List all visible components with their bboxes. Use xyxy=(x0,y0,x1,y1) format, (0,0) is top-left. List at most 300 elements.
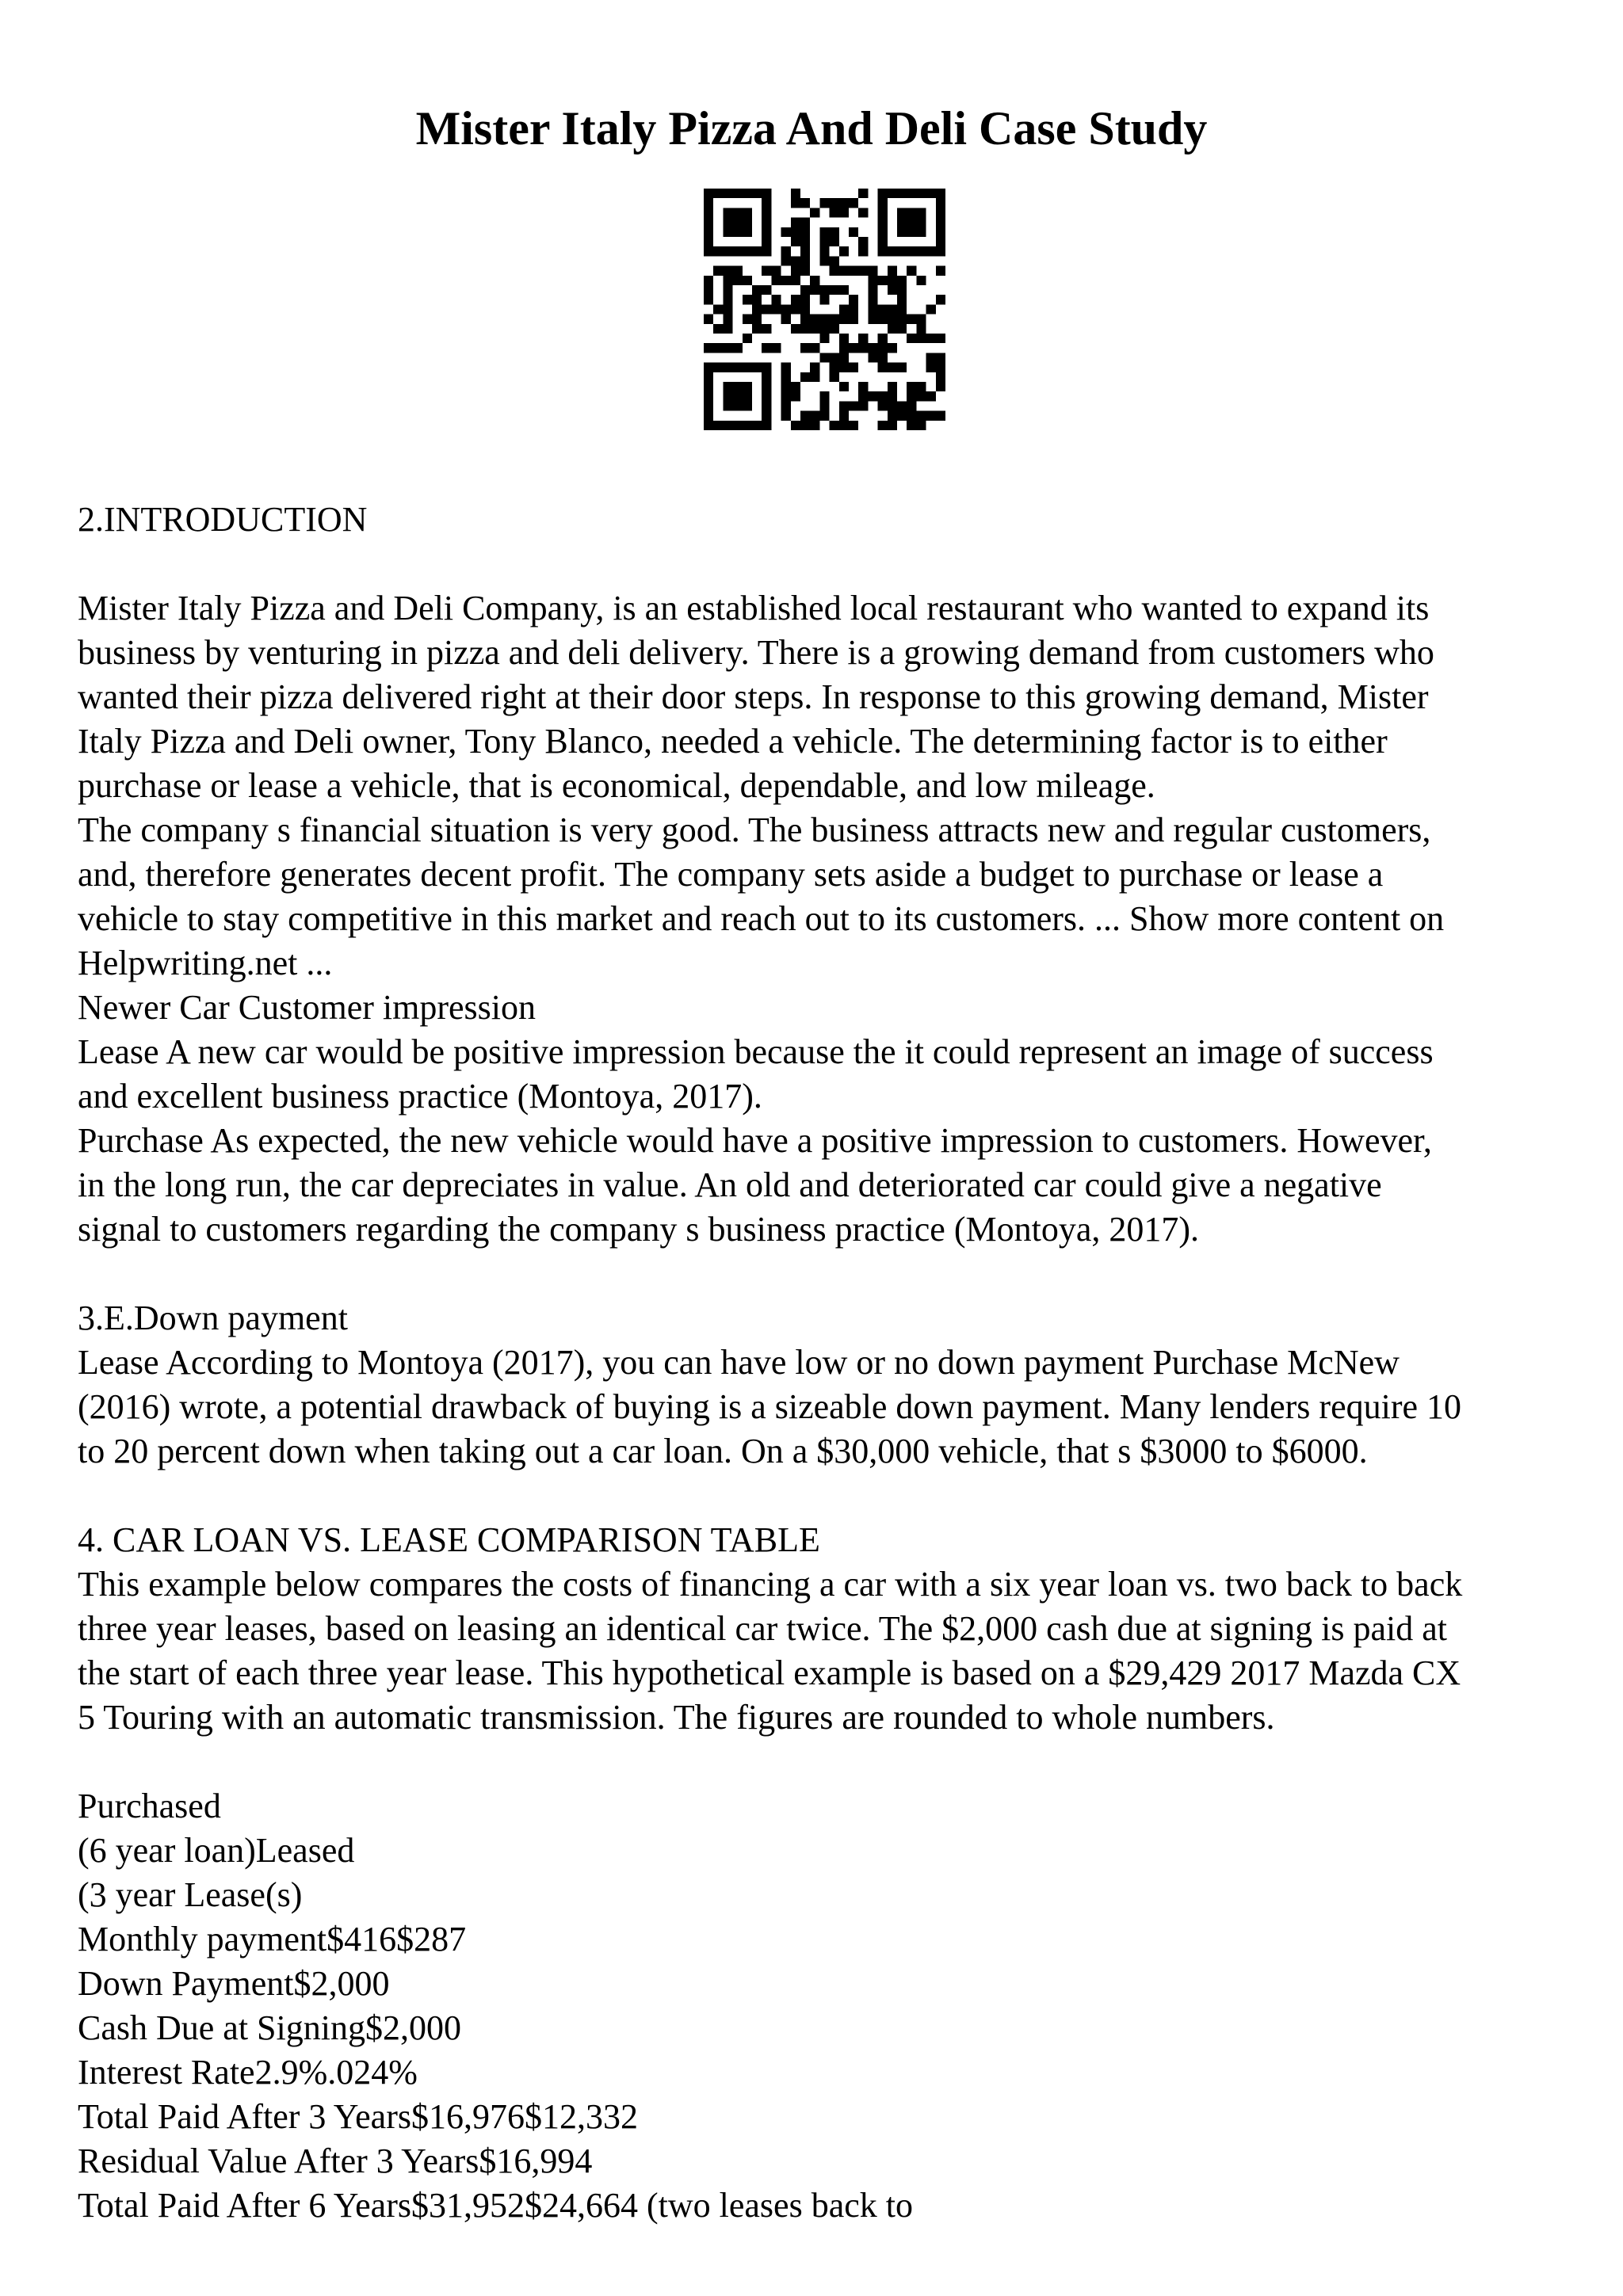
qr-module xyxy=(839,315,849,324)
qr-module xyxy=(791,382,800,391)
qr-module xyxy=(907,208,916,217)
qr-module xyxy=(888,421,897,430)
qr-module xyxy=(936,372,945,382)
qr-module xyxy=(897,246,907,256)
qr-module xyxy=(800,218,810,227)
qr-module xyxy=(800,324,810,334)
qr-module xyxy=(713,343,723,353)
qr-module xyxy=(791,189,800,198)
qr-module xyxy=(936,334,945,343)
qr-module xyxy=(839,343,849,353)
qr-module xyxy=(926,304,936,314)
qr-module xyxy=(878,218,888,227)
qr-module xyxy=(743,227,752,237)
qr-module xyxy=(858,382,868,391)
qr-module xyxy=(849,198,858,208)
qr-module xyxy=(839,334,849,343)
text-line: wanted their pizza delivered right at their door steps. In response to this growing demand, Mister xyxy=(78,677,1429,716)
qr-module xyxy=(791,256,800,265)
qr-module xyxy=(733,189,743,198)
qr-module xyxy=(791,295,800,304)
qr-module xyxy=(781,363,791,372)
qr-module xyxy=(762,411,771,421)
qr-module xyxy=(800,421,810,430)
qr-module xyxy=(791,304,800,314)
qr-module xyxy=(878,237,888,246)
qr-module xyxy=(800,256,810,265)
qr-module xyxy=(743,382,752,391)
qr-module xyxy=(878,334,888,343)
qr-module xyxy=(771,266,781,276)
qr-module xyxy=(723,189,732,198)
qr-module xyxy=(878,353,888,362)
qr-module xyxy=(907,334,916,343)
qr-module xyxy=(791,227,800,237)
qr-module xyxy=(907,391,916,401)
qr-module xyxy=(839,208,849,217)
qr-module xyxy=(916,189,926,198)
text-line: to 20 percent down when taking out a car loan. On a $30,000 vehicle, that s $3000 to $6000. xyxy=(78,1432,1368,1470)
qr-module xyxy=(762,189,771,198)
qr-module xyxy=(810,276,819,285)
qr-module xyxy=(762,421,771,430)
qr-module xyxy=(839,285,849,295)
qr-module xyxy=(849,295,858,304)
text-line: Residual Value After 3 Years$16,994 xyxy=(78,2142,593,2180)
qr-module xyxy=(791,266,800,276)
qr-module xyxy=(752,285,762,295)
qr-module xyxy=(858,334,868,343)
qr-module xyxy=(888,401,897,410)
qr-module xyxy=(781,401,791,410)
qr-module xyxy=(888,246,897,256)
qr-module xyxy=(743,276,752,285)
qr-module xyxy=(839,246,849,256)
qr-module xyxy=(819,295,829,304)
qr-module xyxy=(791,421,800,430)
qr-module xyxy=(907,382,916,391)
qr-module xyxy=(723,304,732,314)
qr-module xyxy=(878,276,888,285)
qr-module xyxy=(723,285,732,295)
qr-module xyxy=(907,227,916,237)
qr-module xyxy=(781,372,791,382)
qr-module xyxy=(819,334,829,343)
qr-module xyxy=(704,363,713,372)
qr-module xyxy=(907,218,916,227)
qr-module xyxy=(810,343,819,353)
qr-module xyxy=(907,246,916,256)
qr-module xyxy=(888,315,897,324)
qr-module xyxy=(936,208,945,217)
text-line: and excellent business practice (Montoya, 2017). xyxy=(78,1077,762,1116)
qr-module xyxy=(830,421,839,430)
qr-module xyxy=(771,295,781,304)
text-line: the start of each three year lease. This hypothetical example is based on a $29,429 2017 Mazda CX xyxy=(78,1653,1461,1692)
qr-module xyxy=(839,421,849,430)
qr-module xyxy=(849,227,858,237)
qr-module xyxy=(723,246,732,256)
qr-module xyxy=(762,246,771,256)
qr-module xyxy=(762,227,771,237)
qr-module xyxy=(830,363,839,372)
qr-module xyxy=(868,315,877,324)
qr-module xyxy=(704,421,713,430)
qr-module xyxy=(781,304,791,314)
qr-module xyxy=(752,324,762,334)
text-line: Italy Pizza and Deli owner, Tony Blanco, needed a vehicle. The determining factor is to either xyxy=(78,722,1388,761)
qr-module xyxy=(897,218,907,227)
qr-module xyxy=(878,391,888,401)
qr-module xyxy=(781,227,791,237)
qr-module xyxy=(762,285,771,295)
qr-module xyxy=(936,382,945,391)
qr-module xyxy=(868,276,877,285)
qr-module xyxy=(752,304,762,314)
qr-module xyxy=(752,189,762,198)
qr-module xyxy=(926,189,936,198)
qr-module xyxy=(888,266,897,276)
qr-module xyxy=(743,246,752,256)
qr-module xyxy=(907,189,916,198)
qr-module xyxy=(868,266,877,276)
qr-module xyxy=(762,343,771,353)
qr-module xyxy=(781,276,791,285)
text-line: purchase or lease a vehicle, that is economical, dependable, and low mileage. xyxy=(78,766,1155,805)
qr-module xyxy=(810,411,819,421)
qr-module xyxy=(800,315,810,324)
qr-module xyxy=(936,189,945,198)
qr-module xyxy=(830,237,839,246)
qr-module xyxy=(723,208,732,217)
qr-module xyxy=(723,227,732,237)
qr-module xyxy=(781,315,791,324)
qr-module xyxy=(762,304,771,314)
text-line: in the long run, the car depreciates in value. An old and deteriorated car could give a negative xyxy=(78,1165,1382,1204)
qr-module xyxy=(800,266,810,276)
qr-module xyxy=(897,304,907,314)
qr-module xyxy=(907,315,916,324)
qr-module xyxy=(733,208,743,217)
text-line: 2.INTRODUCTION xyxy=(78,500,368,539)
qr-module xyxy=(819,401,829,410)
qr-module xyxy=(926,246,936,256)
qr-module xyxy=(907,421,916,430)
qr-module xyxy=(762,208,771,217)
qr-module xyxy=(713,304,723,314)
qr-module xyxy=(800,304,810,314)
qr-module xyxy=(878,304,888,314)
qr-module xyxy=(743,208,752,217)
qr-module xyxy=(888,304,897,314)
qr-module xyxy=(858,208,868,217)
qr-module xyxy=(878,315,888,324)
qr-module xyxy=(781,256,791,265)
qr-module xyxy=(897,315,907,324)
qr-module xyxy=(858,391,868,401)
qr-module xyxy=(888,276,897,285)
qr-module xyxy=(839,198,849,208)
qr-module xyxy=(839,382,849,391)
qr-module xyxy=(839,401,849,410)
qr-module xyxy=(781,391,791,401)
qr-module xyxy=(878,421,888,430)
qr-module xyxy=(878,343,888,353)
qr-module xyxy=(704,411,713,421)
qr-module xyxy=(878,198,888,208)
qr-module xyxy=(849,266,858,276)
text-line: Newer Car Customer impression xyxy=(78,988,536,1027)
qr-module xyxy=(704,343,713,353)
text-line: This example below compares the costs of financing a car with a six year loan vs. two back to back xyxy=(78,1565,1463,1604)
paragraph-gap xyxy=(78,542,1568,586)
qr-module xyxy=(819,237,829,246)
qr-module xyxy=(858,189,868,198)
qr-module xyxy=(733,227,743,237)
qr-module xyxy=(839,353,849,362)
qr-module xyxy=(810,372,819,382)
qr-module xyxy=(916,227,926,237)
qr-module xyxy=(810,363,819,372)
qr-module xyxy=(752,363,762,372)
qr-module xyxy=(907,411,916,421)
qr-module xyxy=(916,421,926,430)
qr-module xyxy=(704,276,713,285)
qr-module xyxy=(916,411,926,421)
text-line: Purchased xyxy=(78,1787,221,1825)
qr-module xyxy=(743,391,752,401)
qr-module xyxy=(723,295,732,304)
text-line: Lease According to Montoya (2017), you can have low or no down payment Purchase McNew xyxy=(78,1343,1400,1382)
qr-module xyxy=(897,411,907,421)
qr-module xyxy=(743,421,752,430)
qr-module xyxy=(849,343,858,353)
qr-module xyxy=(733,246,743,256)
qr-module xyxy=(723,266,732,276)
qr-module xyxy=(936,266,945,276)
text-line: (2016) wrote, a potential drawback of buying is a sizeable down payment. Many lenders require 10 xyxy=(78,1387,1462,1426)
qr-module xyxy=(839,411,849,421)
qr-module xyxy=(830,285,839,295)
text-line: 4. CAR LOAN VS. LEASE COMPARISON TABLE xyxy=(78,1520,820,1559)
qr-module xyxy=(916,324,926,334)
qr-module xyxy=(704,382,713,391)
qr-module xyxy=(936,227,945,237)
text-line: Lease A new car would be positive impression because the it could represent an image of success xyxy=(78,1032,1434,1071)
qr-module xyxy=(704,198,713,208)
qr-module xyxy=(897,324,907,334)
qr-module xyxy=(704,246,713,256)
qr-module xyxy=(858,401,868,410)
qr-module xyxy=(762,237,771,246)
qr-module xyxy=(878,363,888,372)
qr-module xyxy=(868,391,877,401)
qr-module xyxy=(743,315,752,324)
qr-module xyxy=(916,208,926,217)
qr-module xyxy=(819,411,829,421)
qr-module xyxy=(888,363,897,372)
qr-module xyxy=(723,401,732,410)
qr-module xyxy=(743,295,752,304)
qr-module xyxy=(704,372,713,382)
qr-module xyxy=(713,421,723,430)
qr-module xyxy=(819,246,829,256)
qr-module xyxy=(819,256,829,265)
qr-module xyxy=(762,391,771,401)
qr-module xyxy=(897,208,907,217)
qr-module xyxy=(781,382,791,391)
qr-module xyxy=(888,391,897,401)
qr-module xyxy=(830,227,839,237)
qr-module xyxy=(713,363,723,372)
qr-module xyxy=(819,353,829,362)
qr-module xyxy=(752,421,762,430)
qr-module xyxy=(830,324,839,334)
text-line: Purchase As expected, the new vehicle would have a positive impression to customers. However, xyxy=(78,1121,1432,1160)
qr-module xyxy=(781,246,791,256)
qr-module xyxy=(830,266,839,276)
text-line: Down Payment$2,000 xyxy=(78,1964,390,2003)
qr-module xyxy=(839,266,849,276)
qr-code xyxy=(704,189,945,430)
qr-module xyxy=(800,198,810,208)
qr-module xyxy=(733,401,743,410)
qr-module xyxy=(733,421,743,430)
qr-module xyxy=(839,304,849,314)
qr-module xyxy=(791,198,800,208)
qr-module xyxy=(800,411,810,421)
qr-module xyxy=(743,334,752,343)
qr-module xyxy=(897,227,907,237)
qr-module xyxy=(868,285,877,295)
qr-module xyxy=(771,304,781,314)
qr-module xyxy=(926,334,936,343)
qr-module xyxy=(878,208,888,217)
qr-module xyxy=(819,285,829,295)
qr-module xyxy=(810,208,819,217)
qr-module xyxy=(830,315,839,324)
qr-module xyxy=(897,295,907,304)
qr-module xyxy=(897,276,907,285)
qr-module xyxy=(723,382,732,391)
qr-module xyxy=(713,189,723,198)
qr-module xyxy=(916,276,926,285)
qr-module xyxy=(733,343,743,353)
qr-module xyxy=(936,295,945,304)
qr-module xyxy=(800,343,810,353)
qr-module xyxy=(791,324,800,334)
text-line: vehicle to stay competitive in this market and reach out to its customers. ... Show more content on xyxy=(78,899,1445,938)
document-title: Mister Italy Pizza And Deli Case Study xyxy=(415,102,1208,154)
qr-module xyxy=(810,285,819,295)
qr-module xyxy=(888,343,897,353)
qr-module xyxy=(800,372,810,382)
qr-module xyxy=(800,237,810,246)
qr-module xyxy=(916,246,926,256)
text-line: Helpwriting.net ... xyxy=(78,944,333,982)
qr-module xyxy=(723,324,732,334)
qr-module xyxy=(868,353,877,362)
qr-module xyxy=(926,363,936,372)
qr-module xyxy=(819,198,829,208)
paragraph-gap xyxy=(78,1252,1568,1296)
qr-module xyxy=(936,246,945,256)
qr-module xyxy=(752,295,762,304)
text-line: Total Paid After 6 Years$31,952$24,664 (two leases back to xyxy=(78,2186,913,2225)
qr-module xyxy=(743,189,752,198)
document-body xyxy=(78,498,1568,2228)
qr-module xyxy=(916,382,926,391)
qr-module xyxy=(819,227,829,237)
qr-module xyxy=(819,315,829,324)
qr-module xyxy=(733,218,743,227)
qr-module xyxy=(878,246,888,256)
text-line: The company s financial situation is very good. The business attracts new and regular customers, xyxy=(78,810,1431,849)
qr-module xyxy=(800,246,810,256)
qr-module xyxy=(733,382,743,391)
text-line: 5 Touring with an automatic transmission. The figures are rounded to whole numbers. xyxy=(78,1698,1275,1737)
qr-module xyxy=(858,343,868,353)
qr-module xyxy=(936,218,945,227)
qr-module xyxy=(704,315,713,324)
qr-module xyxy=(810,315,819,324)
qr-module xyxy=(704,285,713,295)
qr-module xyxy=(868,343,877,353)
qr-module xyxy=(849,401,858,410)
qr-module xyxy=(704,227,713,237)
qr-module xyxy=(897,189,907,198)
qr-module xyxy=(897,401,907,410)
qr-module xyxy=(868,295,877,304)
qr-module xyxy=(743,363,752,372)
qr-module xyxy=(762,218,771,227)
qr-module xyxy=(704,189,713,198)
qr-module xyxy=(762,266,771,276)
qr-module xyxy=(723,315,732,324)
qr-module xyxy=(762,324,771,334)
paragraph-gap xyxy=(78,1740,1568,1784)
qr-module xyxy=(723,391,732,401)
qr-module xyxy=(713,324,723,334)
qr-module xyxy=(752,315,762,324)
qr-module xyxy=(723,421,732,430)
qr-module xyxy=(888,382,897,391)
text-line: Mister Italy Pizza and Deli Company, is an established local restaurant who wanted to expand its xyxy=(78,589,1430,627)
qr-module xyxy=(936,237,945,246)
qr-module xyxy=(800,285,810,295)
qr-module xyxy=(888,411,897,421)
text-line: (3 year Lease(s) xyxy=(78,1875,303,1914)
qr-module xyxy=(830,353,839,362)
qr-module xyxy=(762,372,771,382)
text-line: 3.E.Down payment xyxy=(78,1299,348,1337)
text-line: three year leases, based on leasing an identical car twice. The $2,000 cash due at signing is paid at xyxy=(78,1609,1448,1648)
qr-module xyxy=(704,295,713,304)
qr-module xyxy=(810,421,819,430)
qr-module xyxy=(849,363,858,372)
qr-module xyxy=(888,189,897,198)
qr-module xyxy=(704,237,713,246)
paragraph-gap xyxy=(78,1474,1568,1518)
qr-module xyxy=(762,401,771,410)
qr-module xyxy=(878,227,888,237)
qr-module xyxy=(878,401,888,410)
text-line: Monthly payment$416$287 xyxy=(78,1920,467,1958)
qr-module xyxy=(839,363,849,372)
qr-module xyxy=(926,411,936,421)
qr-module xyxy=(926,353,936,362)
text-line: Cash Due at Signing$2,000 xyxy=(78,2008,461,2047)
